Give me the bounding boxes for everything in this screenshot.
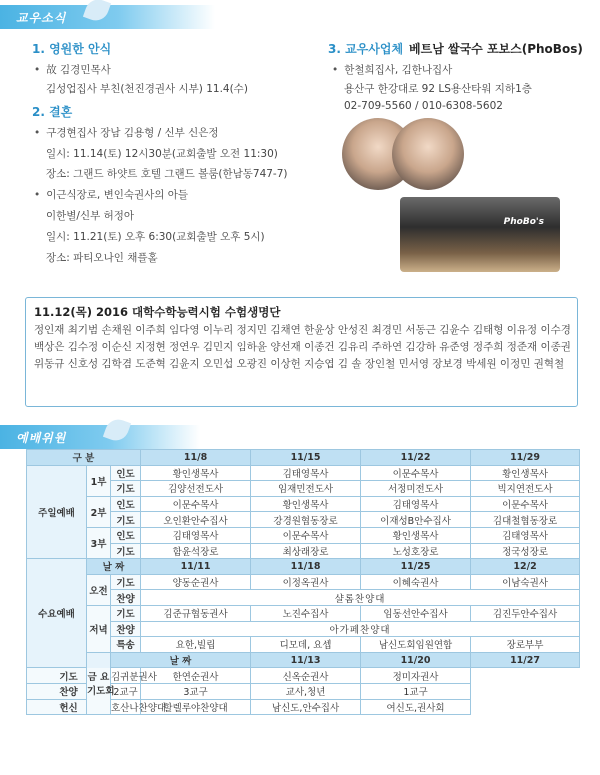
table-cell: 김태영목사 xyxy=(251,465,361,481)
table-row xyxy=(27,450,580,466)
table-cell: 이문수목사 xyxy=(141,496,251,512)
table-cell: 황인생목사 xyxy=(141,465,251,481)
table-cell: 남신도회임원연합 xyxy=(361,637,471,653)
table-cell: 교사,청년 xyxy=(251,683,361,699)
table-cell: 이문수목사 xyxy=(361,465,471,481)
table-cell: 최상래장로 xyxy=(251,543,361,559)
table-cell: 요한,빌립 xyxy=(141,637,251,653)
table-cell: 황인생목사 xyxy=(251,496,361,512)
role-label: 기도 xyxy=(111,512,141,528)
date-label: 날 짜 xyxy=(111,652,251,668)
table-cell: 김태영목사 xyxy=(471,527,580,543)
table-cell: 1교구 xyxy=(361,683,471,699)
header-date: 11/29 xyxy=(471,450,580,466)
table-cell: 김태영목사 xyxy=(141,527,251,543)
table-cell: 황인생목사 xyxy=(361,527,471,543)
table-cell: 노성호장로 xyxy=(361,543,471,559)
table-cell: 정미자권사 xyxy=(361,668,471,684)
table-cell: 빅지연전도사 xyxy=(471,481,580,497)
news-text: 용산구 한강대로 92 LS용산타워 지하1층 xyxy=(344,83,532,95)
table-cell: 김양선전도사 xyxy=(141,481,251,497)
news-text: • 이근식장로, 변인숙권사의 아들 xyxy=(34,187,188,202)
table-cell: 디모데, 요셉 xyxy=(251,637,361,653)
table-cell: 샬롬찬양대 xyxy=(141,590,580,606)
role-label: 기도 xyxy=(111,605,141,621)
table-cell: 김귀분권사 xyxy=(111,668,141,684)
header-date: 11/27 xyxy=(471,652,580,668)
table-cell: 김대철협동장로 xyxy=(471,512,580,528)
header-date: 11/18 xyxy=(251,559,361,575)
table-cell: 양동순권사 xyxy=(141,574,251,590)
role-label: 기도 xyxy=(27,668,111,684)
section-title-rest: 1. 영원한 안식 xyxy=(32,42,112,56)
table-row xyxy=(27,465,580,481)
table-cell: 황인생목사 xyxy=(471,465,580,481)
business-name: 베트남 쌀국수 포보스(PhoBos) xyxy=(409,42,583,56)
group-sunday: 주일예배 xyxy=(27,465,87,559)
table-cell: 노진수집사 xyxy=(251,605,361,621)
table-cell: 이문수목사 xyxy=(251,527,361,543)
table-cell: 함윤석장로 xyxy=(141,543,251,559)
table-cell: 이혜숙권사 xyxy=(361,574,471,590)
news-text: 김성업집사 부친(천진경권사 시부) 11.4(수) xyxy=(46,83,248,95)
role-label: 기도 xyxy=(111,543,141,559)
news-banner-label: 교우소식 xyxy=(16,10,67,25)
friday-label-1: 금 요 xyxy=(87,672,110,684)
table-cell: 여신도,권사회 xyxy=(361,699,471,715)
table-cell: 한연순권사 xyxy=(141,668,251,684)
role-label: 헌신 xyxy=(27,699,111,715)
table-cell: 신옥순권사 xyxy=(251,668,361,684)
worship-schedule-table xyxy=(26,449,580,715)
header-date: 11/15 xyxy=(251,450,361,466)
header-date: 11/22 xyxy=(361,450,471,466)
shop-sign: PhoBo's xyxy=(503,217,544,227)
news-text: 일시: 11.21(토) 오후 6:30(교회출발 오후 5시) xyxy=(46,231,265,243)
table-cell: 2교구 xyxy=(111,683,141,699)
table-row xyxy=(27,699,580,715)
table-row xyxy=(27,574,580,590)
role-label: 기도 xyxy=(111,481,141,497)
friday-label-2: 기도회 xyxy=(87,686,115,698)
table-cell: 남신도,안수집사 xyxy=(251,699,361,715)
table-cell: 호산나찬양대 xyxy=(111,699,141,715)
leaf-icon xyxy=(103,416,131,444)
header-gubun: 구 분 xyxy=(27,450,141,466)
role-label: 인도 xyxy=(111,496,141,512)
part-label: 오전 xyxy=(87,574,111,605)
header-date: 12/2 xyxy=(471,559,580,575)
role-label: 특송 xyxy=(111,637,141,653)
header-date: 11/25 xyxy=(361,559,471,575)
table-row xyxy=(27,527,580,543)
header-date: 11/8 xyxy=(141,450,251,466)
table-row xyxy=(27,496,580,512)
business-heading: 3. 교우사업체 xyxy=(328,42,404,56)
date-label: 날 짜 xyxy=(87,559,141,575)
table-cell: 강경원협동장로 xyxy=(251,512,361,528)
news-text: • 故 김경민목사 xyxy=(34,62,111,77)
leaf-icon xyxy=(83,0,111,24)
worship-section-banner xyxy=(0,425,200,449)
part-label: 2부 xyxy=(87,496,111,527)
group-wednesday: 수요예배 xyxy=(27,559,87,668)
worship-banner-label: 예배위원 xyxy=(16,430,67,445)
exam-names: 정인재 최기범 손채원 이주희 임다영 이누리 정지민 김채연 한윤상 안성진 최경민 서동근 김윤수 김태형 이유정 이수경 백상은 김수정 이순신 지정현 정연우 김민지 임하윤 양선재 이종건 김유리 주하연 김강하 유준영 정주희 정준재 이종권 위동규 신호성 김학겸 도준혁 김윤지 오민섭 오광진 이상헌 지승엽 김 솔 장인철 민서영 장보경 박세원 이정민 권혁철 xyxy=(34,324,571,370)
news-text: 일시: 11.14(토) 12시30분(교회출발 오전 11:30) xyxy=(46,148,278,160)
exam-title: 11.12(목) 2016 대학수학능력시험 수험생명단 xyxy=(34,305,281,319)
table-cell: 할렐루야찬양대 xyxy=(141,699,251,715)
news-text: • 한철희집사, 김한나집사 xyxy=(332,62,452,77)
role-label: 기도 xyxy=(111,574,141,590)
part-label: 저녁 xyxy=(87,605,111,652)
table-row xyxy=(27,559,580,575)
table-cell: 임재민전도사 xyxy=(251,481,361,497)
role-label: 인도 xyxy=(111,527,141,543)
role-label: 인도 xyxy=(111,465,141,481)
table-cell: 이정옥권사 xyxy=(251,574,361,590)
role-label: 찬양 xyxy=(111,621,141,637)
table-cell: 3교구 xyxy=(141,683,251,699)
news-text: 이한별/신부 허정아 xyxy=(46,210,135,222)
part-label: 1부 xyxy=(87,465,111,496)
table-row xyxy=(27,605,580,621)
table-cell: 서정미전도사 xyxy=(361,481,471,497)
header-date: 11/20 xyxy=(361,652,471,668)
table-cell: 김태영목사 xyxy=(361,496,471,512)
header-date: 11/13 xyxy=(251,652,361,668)
part-label: 3부 xyxy=(87,527,111,558)
table-cell: 이남숙권사 xyxy=(471,574,580,590)
table-cell: 임동선안수집사 xyxy=(361,605,471,621)
role-label: 찬양 xyxy=(111,590,141,606)
table-cell: 오인환안수집사 xyxy=(141,512,251,528)
news-section-banner xyxy=(0,5,215,29)
owner-photo-female xyxy=(392,118,464,190)
news-text: 02-709-5560 / 010-6308-5602 xyxy=(344,100,503,112)
restaurant-photo xyxy=(400,197,560,272)
table-cell: 장로부부 xyxy=(471,637,580,653)
table-row xyxy=(27,668,580,684)
news-text: 장소: 파티오나인 채플홀 xyxy=(46,252,158,264)
news-text: 장소: 그랜드 하얏트 호텔 그랜드 볼룸(한남동747-7) xyxy=(46,168,288,180)
table-row xyxy=(27,652,580,668)
table-cell: 김진두안수집사 xyxy=(471,605,580,621)
section-title-business xyxy=(328,40,583,57)
table-cell: 이재성B안수집사 xyxy=(361,512,471,528)
table-cell: 이문수목사 xyxy=(471,496,580,512)
header-date: 11/11 xyxy=(141,559,251,575)
table-cell: 아가페찬양대 xyxy=(141,621,580,637)
table-cell: 정국성장로 xyxy=(471,543,580,559)
section-title-wedding: 2. 결혼 xyxy=(32,105,73,119)
role-label: 찬양 xyxy=(27,683,111,699)
table-cell: 김준규협동권사 xyxy=(141,605,251,621)
exam-box xyxy=(25,297,578,407)
news-text: • 구경현집사 장남 김용형 / 신부 신은정 xyxy=(34,125,219,140)
